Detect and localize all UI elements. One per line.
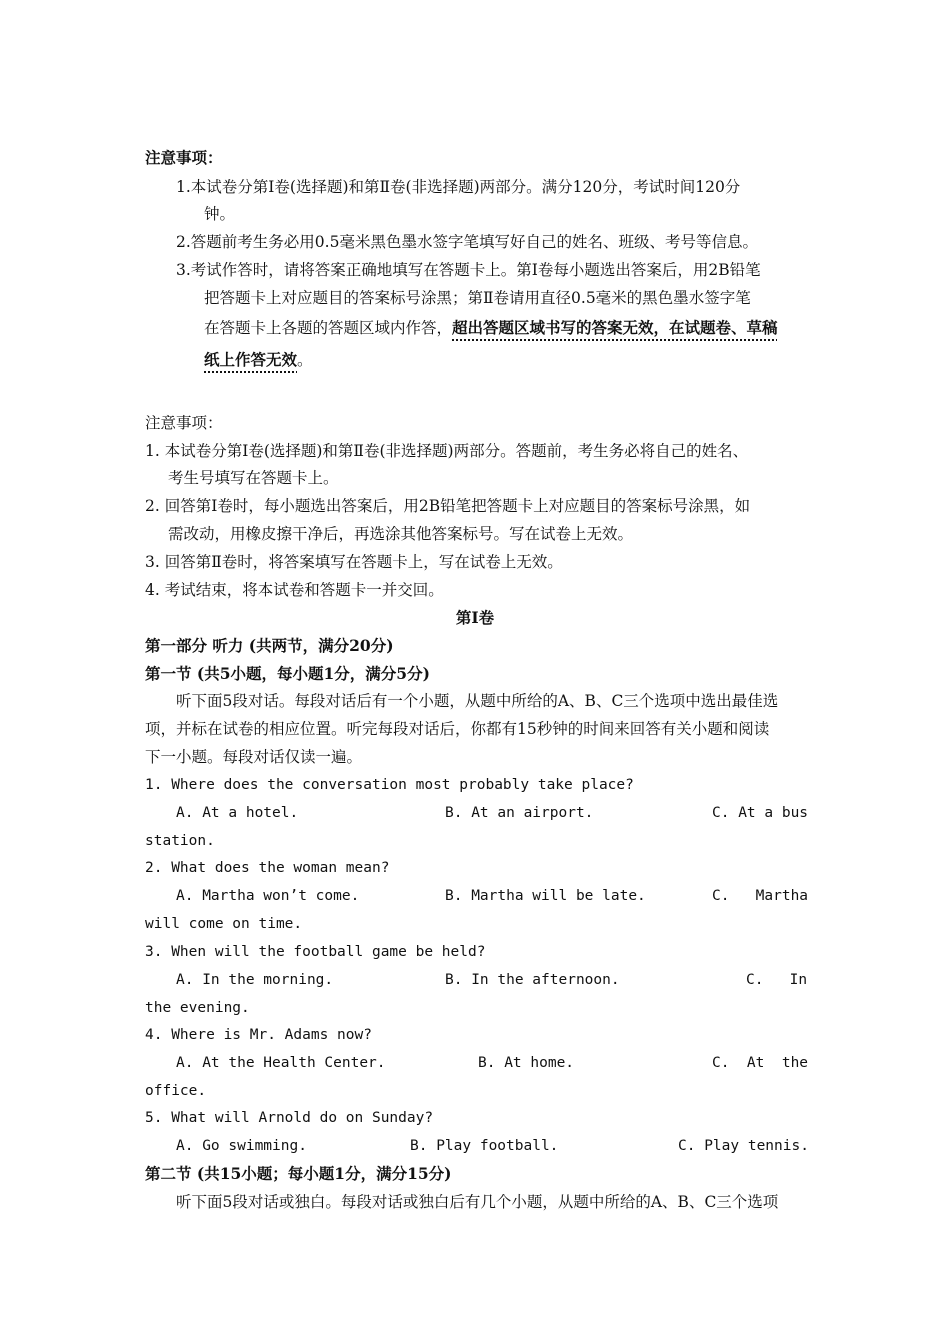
notice-item-3-line3 [204, 318, 778, 338]
period: 。 [297, 351, 313, 369]
question-5: 5. What will Arnold do on Sunday? [145, 1110, 434, 1126]
question-5-option-c: C. Play tennis. [678, 1138, 809, 1154]
emphasis-text-end: 纸上作答无效 [204, 350, 298, 369]
question-3-option-c: C. In [746, 972, 808, 988]
question-2-option-b: B. Martha will be late. [445, 888, 646, 904]
notice2-item-2-cont: 需改动，用橡皮擦干净后，再选涂其他答案标号。写在试卷上无效。 [168, 525, 634, 543]
section-1-instruction-2: 项，并标在试卷的相应位置。听完每段对话后，你都有15秒钟的时间来回答有关小题和阅读 [145, 720, 770, 738]
question-3-option-a: A. In the morning. [176, 972, 334, 988]
notice-item-1-cont: 钟。 [204, 205, 236, 223]
question-3-option-b: B. In the afternoon. [445, 972, 620, 988]
emphasis-text: 超出答题区域书写的答案无效，在试题卷、草稿 [452, 318, 778, 337]
question-1-option-c: C. At a bus [712, 805, 809, 821]
notice2-item-1: 1. 本试卷分第Ⅰ卷(选择题)和第Ⅱ卷(非选择题)两部分。答题前，考生务必将自己的姓名、 [145, 442, 749, 460]
question-4-option-b: B. At home. [478, 1055, 575, 1071]
section-2-instruction: 听下面5段对话或独白。每段对话或独白后有几个小题，从题中所给的A、B、C三个选项 [176, 1193, 779, 1211]
question-2-option-c-cont: will come on time. [145, 916, 303, 932]
notice-item-1: 1.本试卷分第Ⅰ卷(选择题)和第Ⅱ卷(非选择题)两部分。满分120分，考试时间120分 [176, 178, 741, 196]
question-4-option-c: C. At the [712, 1055, 809, 1071]
notice2-item-4: 4. 考试结束，将本试卷和答题卡一并交回。 [145, 581, 444, 599]
question-3-option-c-cont: the evening. [145, 1000, 250, 1016]
question-1-option-c-cont: station. [145, 833, 215, 849]
question-4: 4. Where is Mr. Adams now? [145, 1027, 372, 1043]
question-4-option-c-cont: office. [145, 1083, 207, 1099]
question-5-option-a: A. Go swimming. [176, 1138, 307, 1154]
question-1-option-a: A. At a hotel. [176, 805, 299, 821]
notice-item-3-plain: 在答题卡上各题的答题区域内作答， [204, 319, 453, 337]
question-1: 1. Where does the conversation most probably take place? [145, 777, 634, 793]
notice-item-2: 2.答题前考生务必用0.5毫米黑色墨水签字笔填写好自己的姓名、班级、考号等信息。 [176, 233, 758, 251]
notice-item-3-line4 [204, 350, 313, 370]
notice2-item-1-cont: 考生号填写在答题卡上。 [168, 469, 339, 487]
question-3: 3. When will the football game be held? [145, 944, 486, 960]
question-1-option-b: B. At an airport. [445, 805, 594, 821]
notice2-item-3: 3. 回答第Ⅱ卷时，将答案填写在答题卡上，写在试卷上无效。 [145, 553, 563, 571]
notice-title: 注意事项： [145, 148, 223, 167]
question-5-option-b: B. Play football. [410, 1138, 559, 1154]
section-1-title: 第一节 (共5小题，每小题1分，满分5分) [145, 664, 430, 683]
notice-item-3-cont: 把答题卡上对应题目的答案标号涂黑；第Ⅱ卷请用直径0.5毫米的黑色墨水签字笔 [204, 289, 751, 307]
section-1-instruction: 听下面5段对话。每段对话后有一个小题，从题中所给的A、B、C三个选项中选出最佳选 [176, 692, 779, 710]
notice2-item-2: 2. 回答第Ⅰ卷时，每小题选出答案后，用2B铅笔把答题卡上对应题目的答案标号涂黑，如 [145, 497, 751, 515]
question-2-option-c: C. Martha [712, 888, 809, 904]
section-1-instruction-3: 下一小题。每段对话仅读一遍。 [145, 748, 363, 766]
part-1-title: 第一部分 听力 (共两节，满分20分) [145, 636, 394, 655]
section-2-title: 第二节 (共15小题；每小题1分，满分15分) [145, 1164, 452, 1183]
volume-title: 第Ⅰ卷 [455, 608, 495, 627]
notice-item-3: 3.考试作答时，请将答案正确地填写在答题卡上。第Ⅰ卷每小题选出答案后，用2B铅笔 [176, 261, 761, 279]
question-4-option-a: A. At the Health Center. [176, 1055, 386, 1071]
question-2: 2. What does the woman mean? [145, 860, 390, 876]
notice2-title: 注意事项： [145, 414, 223, 432]
question-2-option-a: A. Martha won’t come. [176, 888, 360, 904]
